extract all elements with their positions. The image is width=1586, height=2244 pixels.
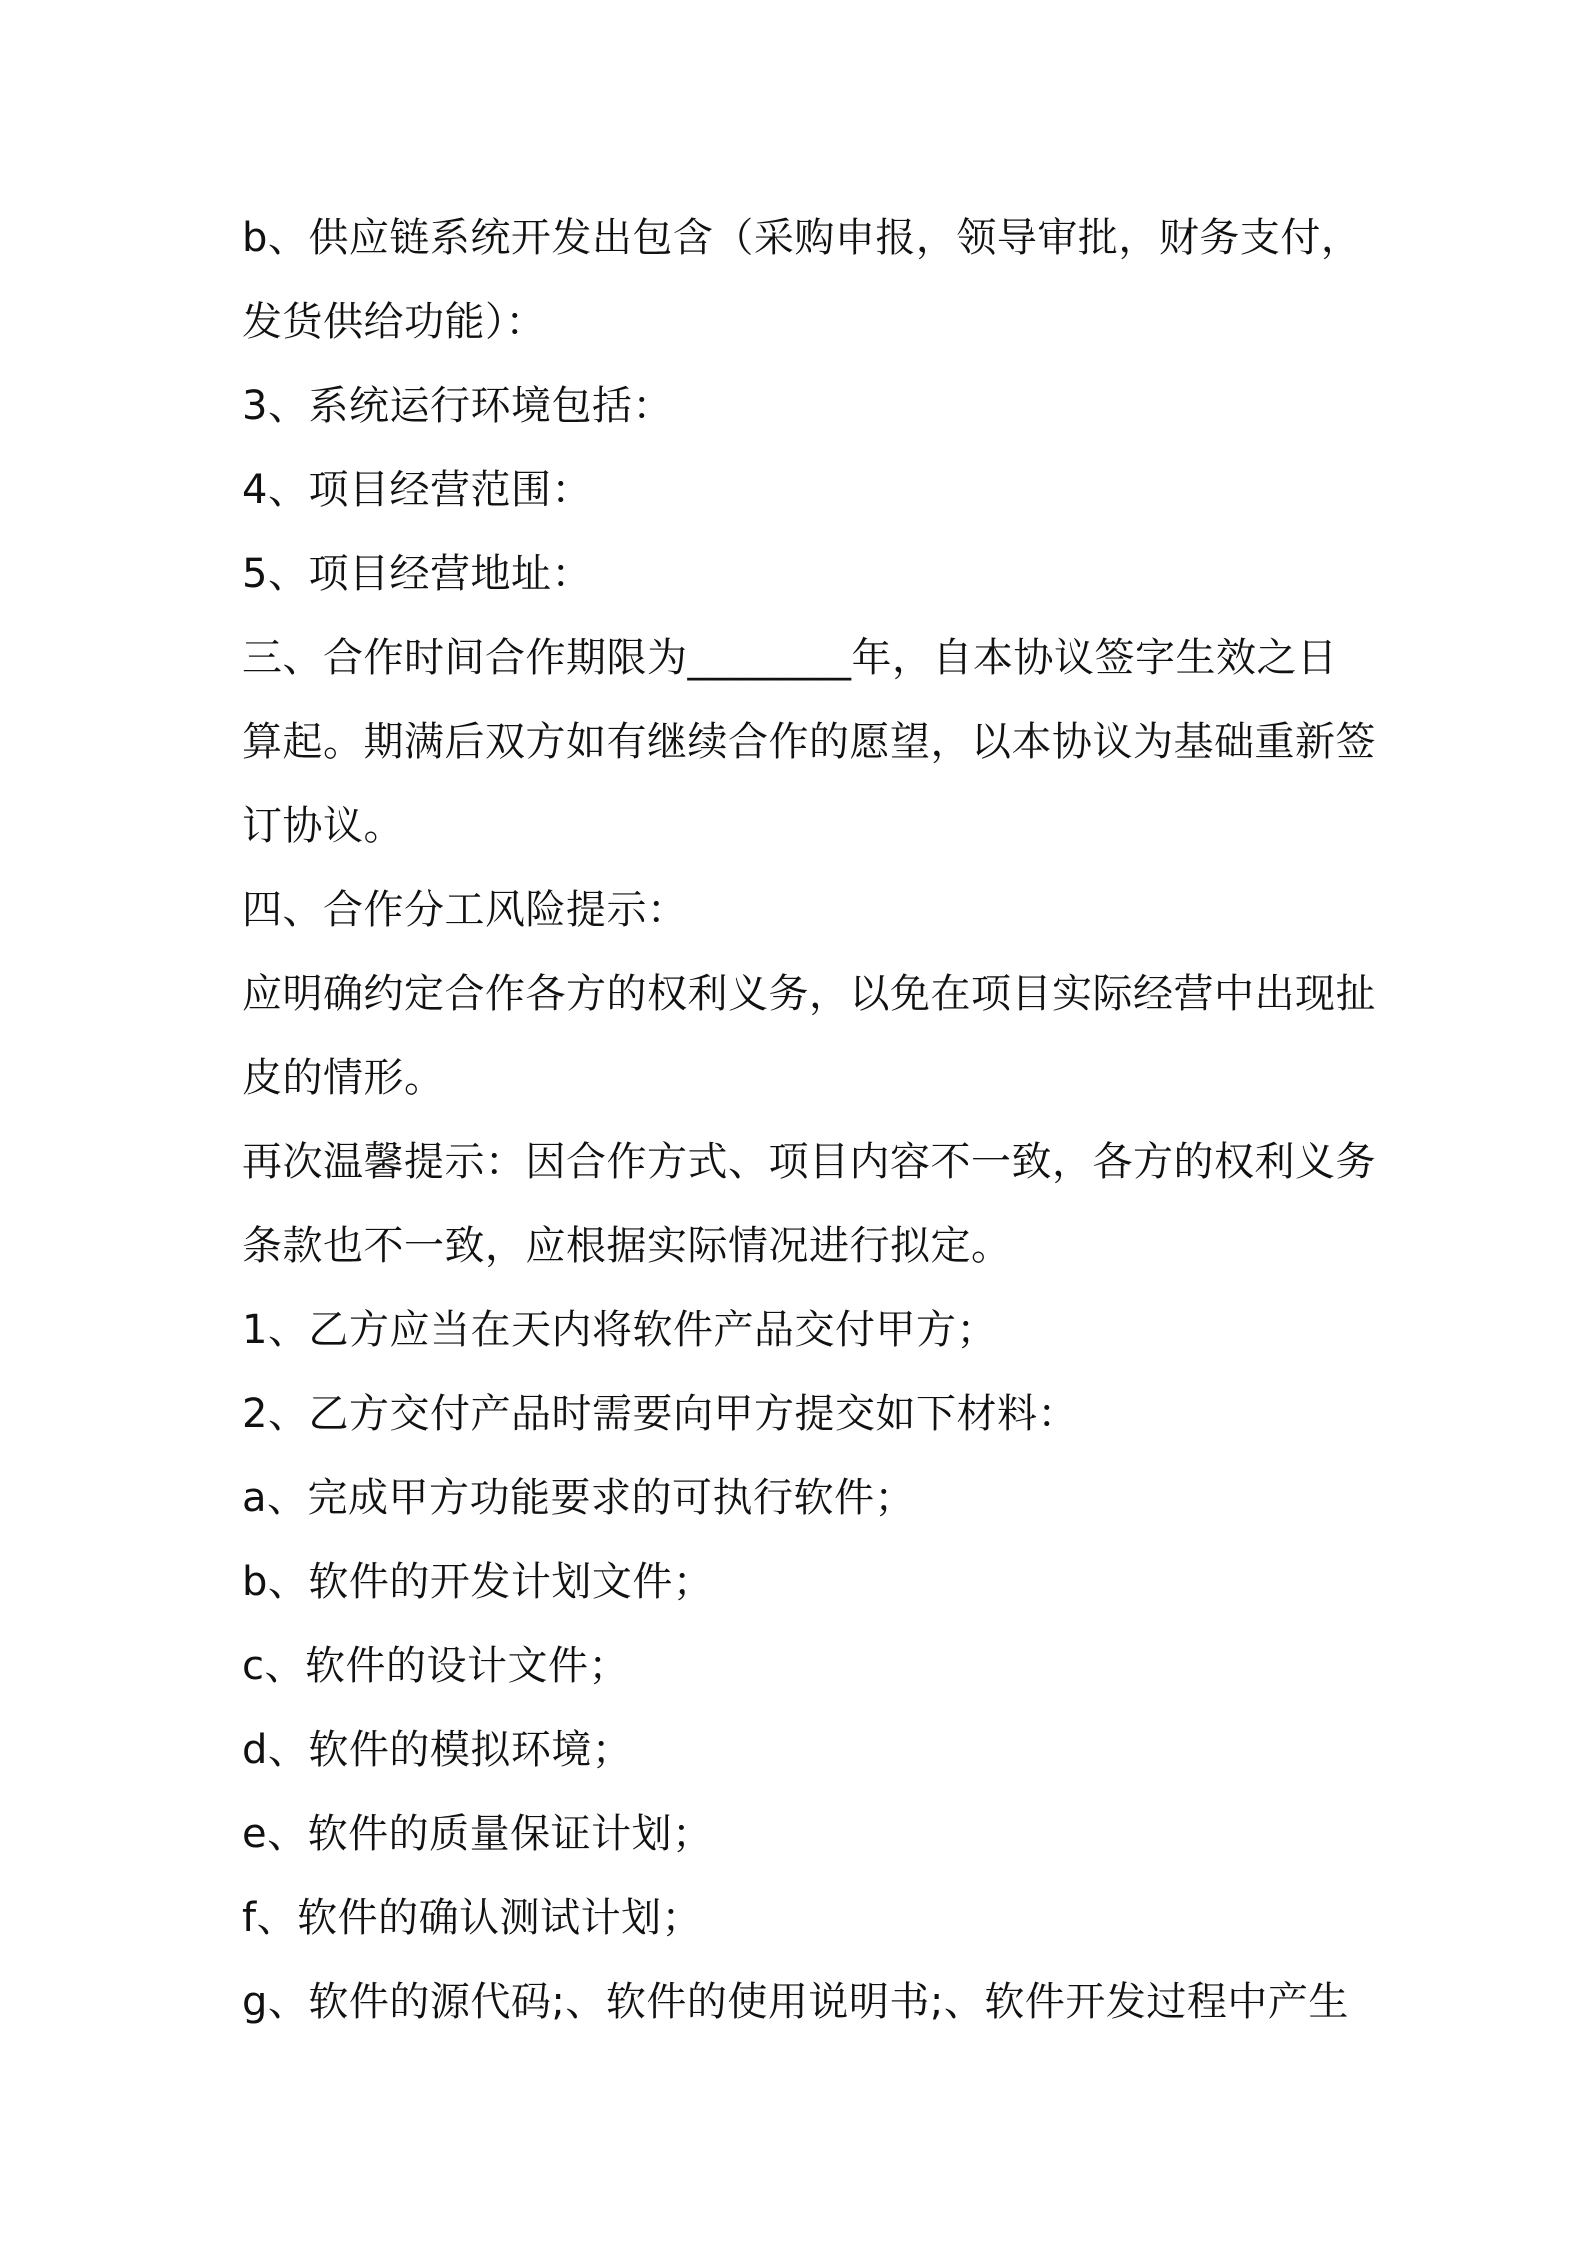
text-line: 4、项目经营范围： bbox=[242, 467, 592, 513]
text-line: 再次温馨提示：因合作方式、项目内容不一致，各方的权利义务 bbox=[242, 1139, 1376, 1185]
text-line: 皮的情形。 bbox=[242, 1055, 445, 1101]
text-line: 应明确约定合作各方的权利义务，以免在项目实际经营中出现扯 bbox=[242, 971, 1376, 1017]
text-line: b、供应链系统开发出包含（采购申报，领导审批，财务支付， bbox=[242, 215, 1362, 261]
text-line: 条款也不一致，应根据实际情况进行拟定。 bbox=[242, 1223, 1012, 1269]
text-line: a、完成甲方功能要求的可执行软件； bbox=[242, 1475, 916, 1521]
text-line: e、软件的质量保证计划； bbox=[242, 1811, 713, 1857]
document-body bbox=[242, 196, 1376, 2044]
text-line: 订协议。 bbox=[242, 803, 404, 849]
text-line: 发货供给功能）： bbox=[242, 299, 546, 345]
text-line: b、软件的开发计划文件； bbox=[242, 1559, 714, 1605]
text-line: f、软件的确认测试计划； bbox=[242, 1895, 703, 1941]
text-line: 3、系统运行环境包括： bbox=[242, 383, 673, 429]
text-line: c、软件的设计文件； bbox=[242, 1643, 629, 1689]
text-line: 2、乙方交付产品时需要向甲方提交如下材料： bbox=[242, 1391, 1078, 1437]
text-line: 5、项目经营地址： bbox=[242, 551, 592, 597]
text-line: 算起。期满后双方如有继续合作的愿望，以本协议为基础重新签 bbox=[242, 719, 1376, 765]
text-line: g、软件的源代码;、软件的使用说明书;、软件开发过程中产生 bbox=[242, 1979, 1349, 2025]
text-line: 四、合作分工风险提示： bbox=[242, 887, 688, 933]
text-line: 1、乙方应当在天内将软件产品交付甲方； bbox=[242, 1307, 997, 1353]
text-line: d、软件的模拟环境； bbox=[242, 1727, 633, 1773]
text-line: 三、合作时间合作期限为________年，自本协议签字生效之日 bbox=[242, 635, 1338, 681]
